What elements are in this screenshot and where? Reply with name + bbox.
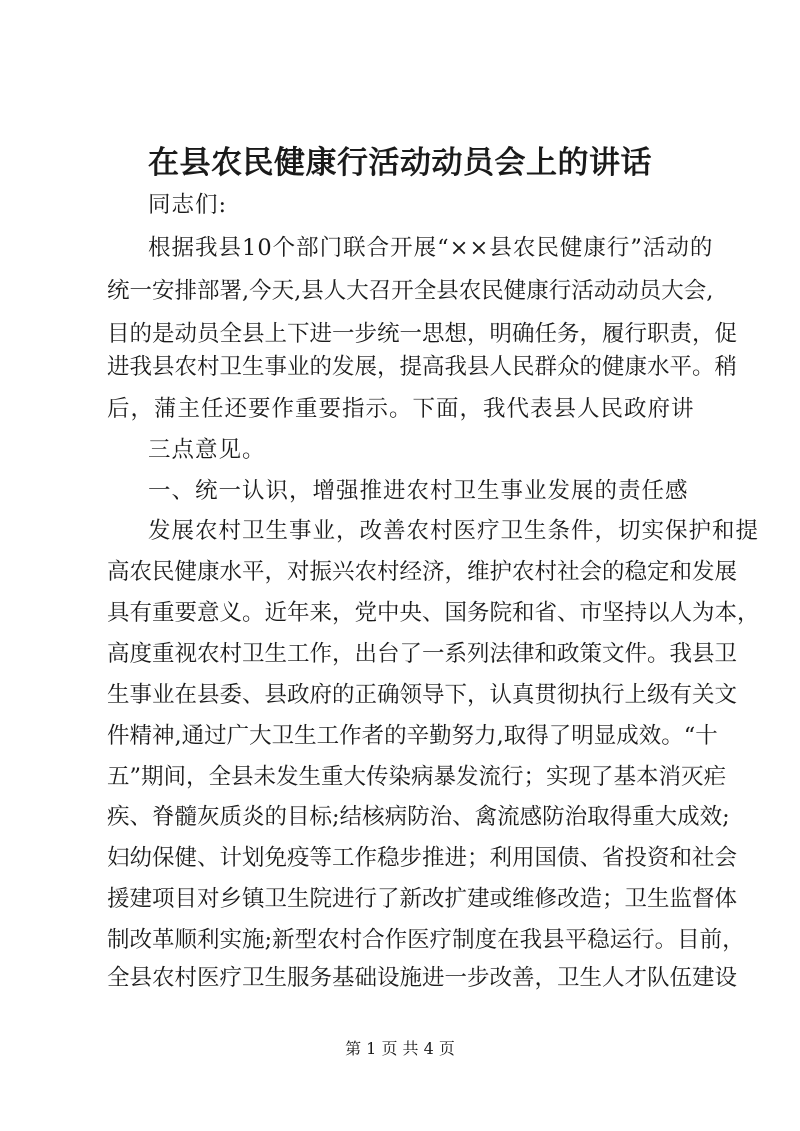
- paragraph-line: 三点意见。: [148, 437, 266, 463]
- paragraph-line: 件精神,通过广大卫生工作者的辛勤努力,取得了明显成效。“十: [107, 723, 718, 749]
- paragraph-line: 后，蒲主任还要作重要指示。下面，我代表县人民政府讲: [107, 396, 695, 422]
- paragraph-line: 制改革顺利实施;新型农村合作医疗制度在我县平稳运行。目前，: [107, 927, 745, 953]
- paragraph-line: 进我县农村卫生事业的发展，提高我县人民群众的健康水平。稍: [107, 354, 738, 380]
- paragraph-line: 妇幼保健、计划免疫等工作稳步推进；利用国债、省投资和社会: [107, 845, 738, 871]
- section-heading: 一、统一认识，增强推进农村卫生事业发展的责任感: [148, 478, 689, 504]
- paragraph-line: 高度重视农村卫生工作，出台了一系列法律和政策文件。我县卫: [107, 641, 738, 667]
- paragraph-line: 发展农村卫生事业，改善农村医疗卫生条件，切实保护和提: [148, 518, 760, 544]
- paragraph-line: 全县农村医疗卫生服务基础设施进一步改善，卫生人才队伍建设: [107, 965, 738, 991]
- paragraph-line: 目的是动员全县上下进一步统一思想，明确任务，履行职责，促: [107, 321, 738, 347]
- paragraph-line: 疾、脊髓灰质炎的目标;结核病防治、禽流感防治取得重大成效;: [107, 804, 730, 830]
- paragraph-line: 五”期间，全县未发生重大传染病暴发流行；实现了基本消灭疟: [107, 764, 727, 790]
- paragraph-line: 生事业在县委、县政府的正确领导下，认真贯彻执行上级有关文: [107, 682, 738, 708]
- paragraph-line: 同志们:: [148, 192, 228, 218]
- paragraph-line: 统一安排部署,今天,县人大召开全县农民健康行活动动员大会,: [107, 278, 714, 304]
- paragraph-line: 高农民健康水平，对振兴农村经济，维护农村社会的稳定和发展: [107, 559, 738, 585]
- document-title: 在县农民健康行活动动员会上的讲话: [148, 145, 652, 181]
- paragraph-line: 根据我县10个部门联合开展“××县农民健康行”活动的: [148, 235, 714, 261]
- paragraph-line: 援建项目对乡镇卫生院进行了新改扩建或维修改造；卫生监督体: [107, 886, 738, 912]
- paragraph-line: 具有重要意义。近年来，党中央、国务院和省、市坚持以人为本，: [107, 600, 760, 626]
- page-footer: 第 1 页 共 4 页: [345, 1039, 455, 1058]
